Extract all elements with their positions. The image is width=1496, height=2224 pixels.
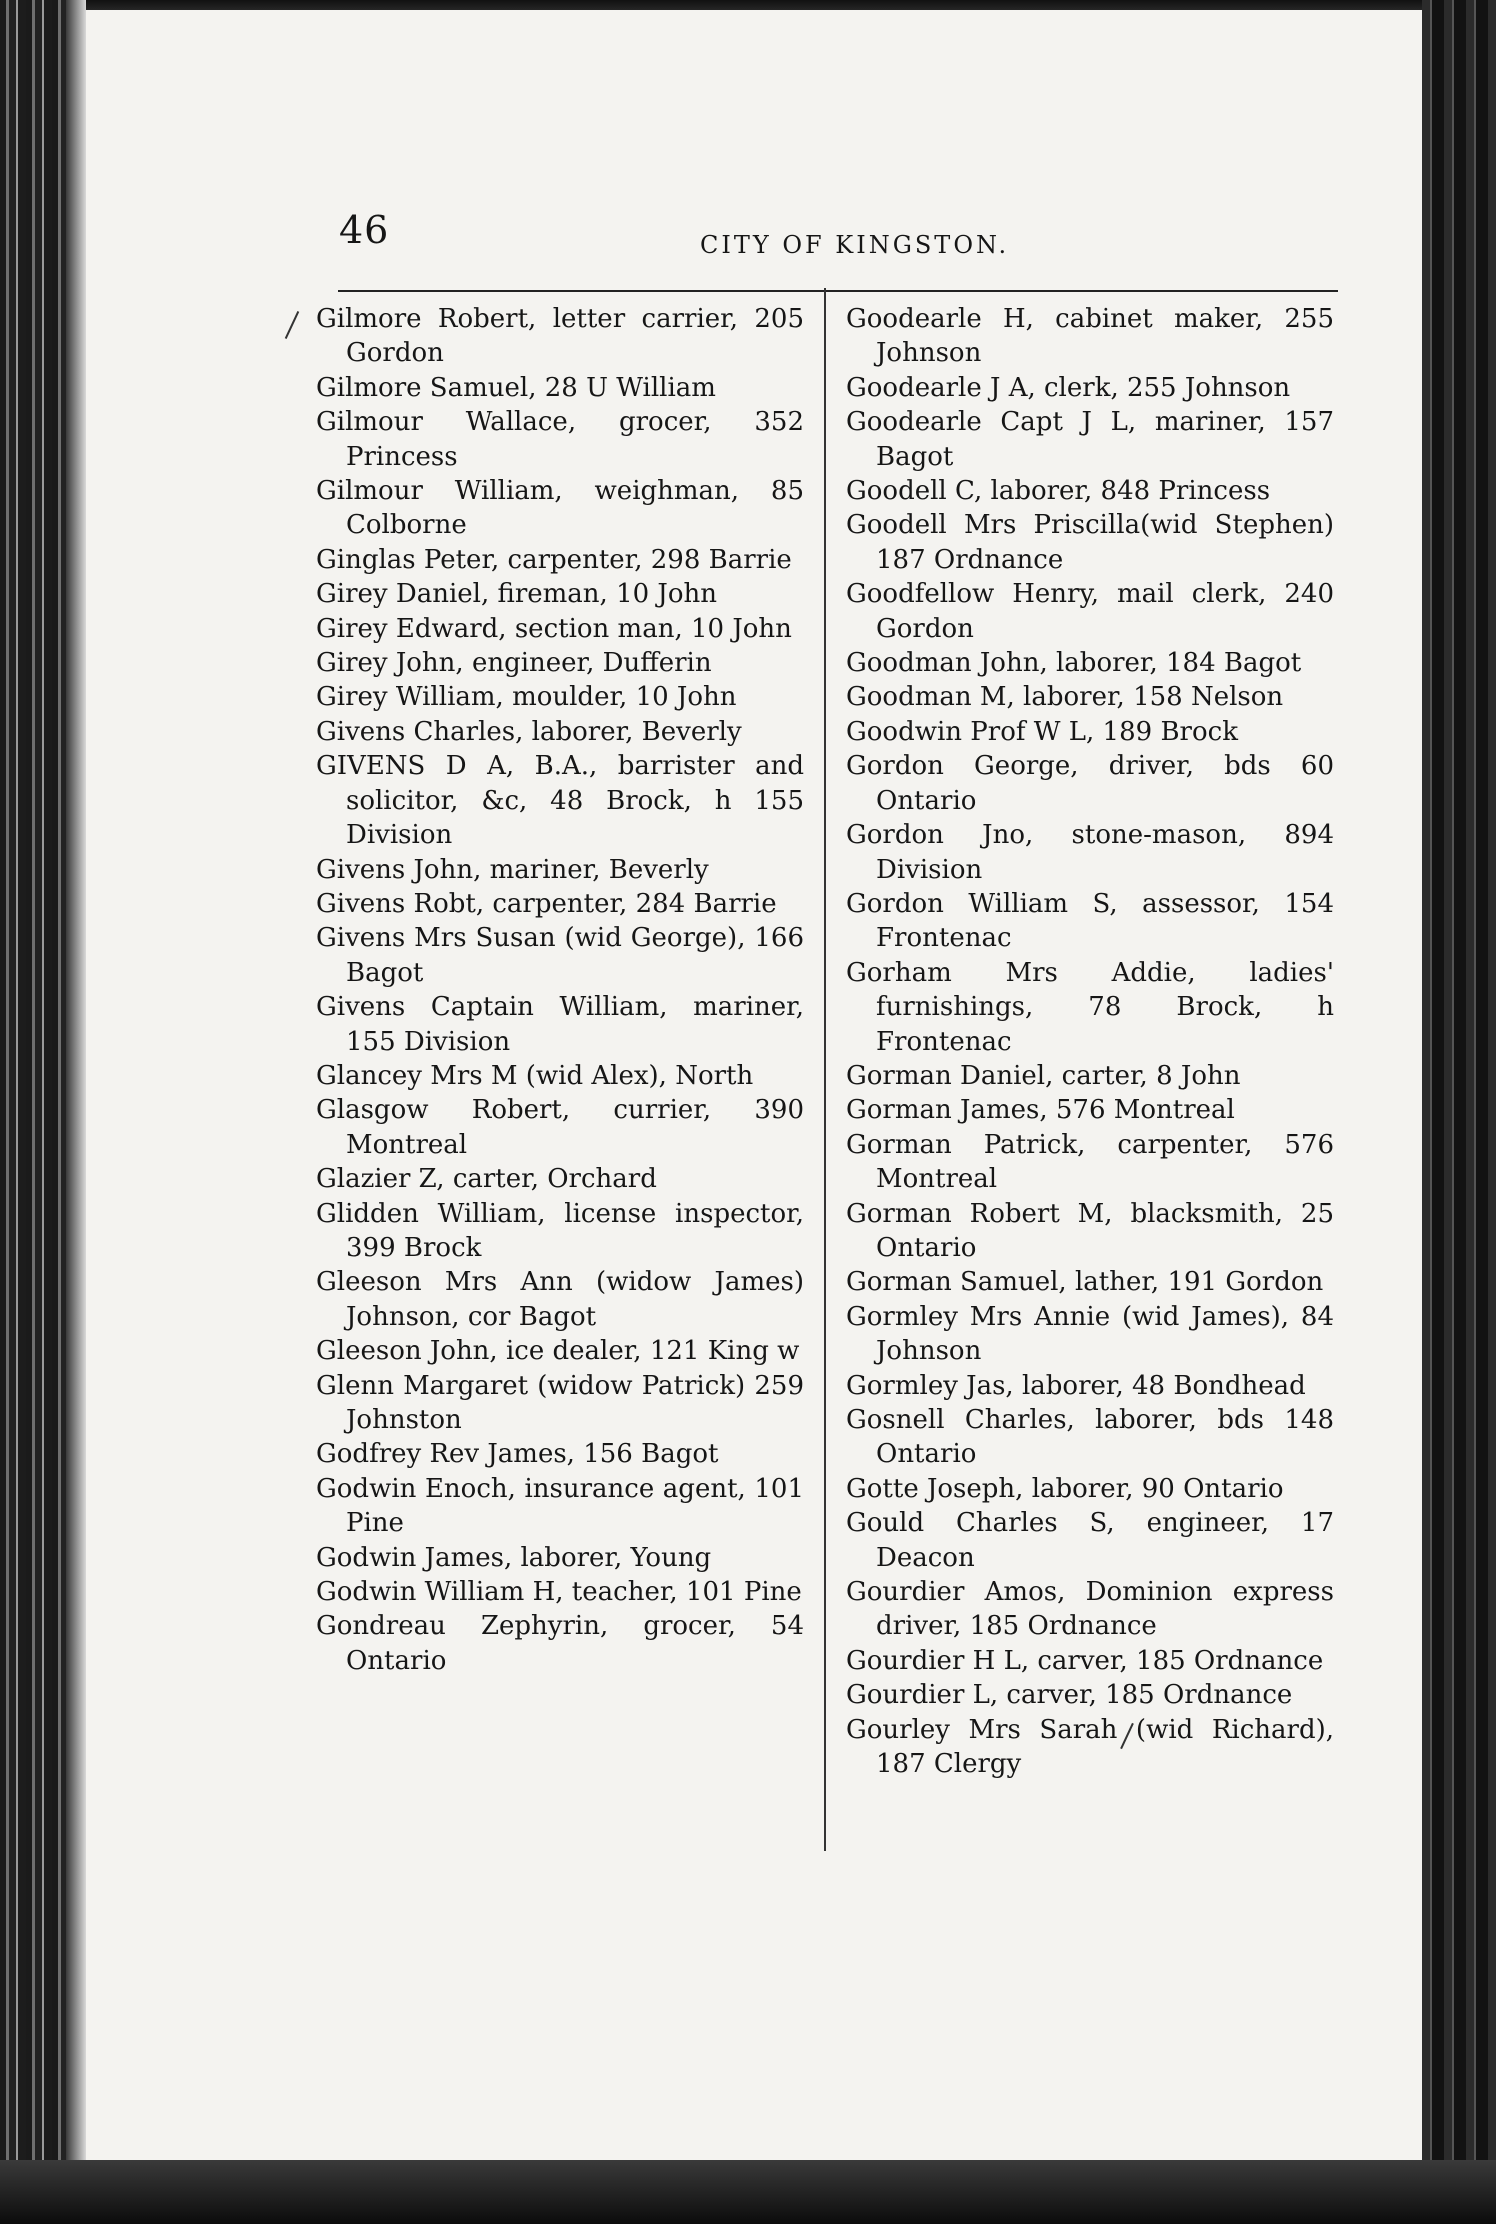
directory-entry: Givens Mrs Susan (wid George), 166 Bagot: [316, 923, 804, 988]
directory-entry: Goodman John, laborer, 184 Bagot: [846, 648, 1302, 679]
directory-entry: Gilmore Samuel, 28 U William: [316, 372, 716, 403]
directory-entry: Gordon Jno, stone-mason, 894 Division: [846, 820, 1334, 885]
scan-right-border: [1422, 0, 1496, 2224]
directory-entry: Girey John, engineer, Dufferin: [316, 648, 712, 679]
directory-entry: Gorham Mrs Addie, ladies' furnishings, 78 Brock, h Frontenac: [846, 957, 1334, 1057]
page-number: 46: [339, 208, 390, 252]
directory-entry: Gondreau Zephyrin, grocer, 54 Ontario: [316, 1611, 804, 1676]
directory-entry: Gleeson Mrs Ann (widow James) Johnson, cor Bagot: [316, 1267, 804, 1332]
directory-entry: Gourdier L, carver, 185 Ordnance: [846, 1680, 1293, 1711]
directory-entry: Gordon George, driver, bds 60 Ontario: [846, 751, 1334, 816]
directory-entry: Godwin William H, teacher, 101 Pine: [316, 1577, 802, 1608]
directory-entry: Goodman M, laborer, 158 Nelson: [846, 682, 1284, 713]
left-column: [316, 302, 804, 1678]
header-rule: [338, 290, 1338, 292]
directory-entry: Girey Daniel, fireman, 10 John: [316, 579, 717, 610]
directory-entry: Glancey Mrs M (wid Alex), North: [316, 1060, 754, 1091]
directory-entry: Gourdier Amos, Dominion express driver, 185 Ordnance: [846, 1577, 1334, 1642]
directory-entry: GIVENS D A, B.A., barrister and solicitor, &c, 48 Brock, h 155 Division: [316, 751, 804, 851]
directory-entry: Gould Charles S, engineer, 17 Deacon: [846, 1508, 1334, 1573]
scan-bottom-border: [0, 2160, 1496, 2224]
directory-entry: Givens Captain William, mariner, 155 Division: [316, 992, 804, 1057]
directory-entry: Gilmore Robert, letter carrier, 205 Gordon: [316, 304, 804, 369]
directory-entry: Glasgow Robert, currier, 390 Montreal: [316, 1095, 804, 1160]
directory-entry: Givens Charles, laborer, Beverly: [316, 716, 742, 747]
directory-entry: Givens Robt, carpenter, 284 Barrie: [316, 888, 777, 919]
directory-entry: Gleeson John, ice dealer, 121 King w: [316, 1336, 800, 1367]
column-divider: [824, 288, 826, 1851]
directory-entry: Godfrey Rev James, 156 Bagot: [316, 1439, 719, 1470]
directory-entry: Gorman Daniel, carter, 8 John: [846, 1060, 1241, 1091]
directory-entry: Gilmour Wallace, grocer, 352 Princess: [316, 407, 804, 472]
directory-entry: Gorman James, 576 Montreal: [846, 1095, 1235, 1126]
directory-entry: Gormley Jas, laborer, 48 Bondhead: [846, 1370, 1306, 1401]
directory-entry: Gordon William S, assessor, 154 Frontenac: [846, 888, 1334, 954]
directory-entry: Goodwin Prof W L, 189 Brock: [846, 716, 1238, 747]
right-column: [846, 302, 1334, 1781]
directory-entry: Godwin Enoch, insurance agent, 101 Pine: [316, 1473, 804, 1539]
directory-entry: Glazier Z, carter, Orchard: [316, 1164, 657, 1195]
directory-entry: Gourley Mrs Sarah (wid Richard), 187 Clergy: [846, 1714, 1334, 1780]
directory-entry: Gosnell Charles, laborer, bds 148 Ontario: [846, 1405, 1334, 1470]
directory-entry: Glidden William, license inspector, 399 Brock: [316, 1198, 804, 1263]
directory-entry: Givens John, mariner, Beverly: [316, 854, 709, 885]
directory-entry: Gorman Samuel, lather, 191 Gordon: [846, 1267, 1324, 1298]
book-spine-edge: [0, 0, 86, 2224]
directory-page: [86, 10, 1422, 2160]
directory-entry: Goodfellow Henry, mail clerk, 240 Gordon: [846, 579, 1334, 644]
directory-entry: Gotte Joseph, laborer, 90 Ontario: [846, 1473, 1284, 1504]
directory-entry: Gilmour William, weighman, 85 Colborne: [316, 476, 804, 541]
pencil-mark: [285, 311, 299, 339]
directory-entry: Girey Edward, section man, 10 John: [316, 613, 792, 644]
directory-entry: Glenn Margaret (widow Patrick) 259 Johnston: [316, 1370, 804, 1435]
directory-entry: Goodearle H, cabinet maker, 255 Johnson: [846, 304, 1334, 369]
directory-entry: Gourdier H L, carver, 185 Ordnance: [846, 1645, 1324, 1676]
directory-entry: Goodearle Capt J L, mariner, 157 Bagot: [846, 407, 1334, 472]
directory-entry: Gorman Patrick, carpenter, 576 Montreal: [846, 1129, 1334, 1195]
running-title: CITY OF KINGSTON.: [700, 231, 1010, 259]
directory-entry: Gormley Mrs Annie (wid James), 84 Johnson: [846, 1301, 1334, 1367]
directory-entry: Gorman Robert M, blacksmith, 25 Ontario: [846, 1198, 1334, 1263]
directory-entry: Girey William, moulder, 10 John: [316, 682, 737, 713]
directory-entry: Goodell Mrs Priscilla(wid Stephen) 187 Ordnance: [846, 510, 1334, 575]
directory-entry: Goodell C, laborer, 848 Princess: [846, 476, 1271, 507]
directory-entry: Godwin James, laborer, Young: [316, 1542, 712, 1573]
directory-entry: Goodearle J A, clerk, 255 Johnson: [846, 372, 1291, 403]
directory-entry: Ginglas Peter, carpenter, 298 Barrie: [316, 544, 792, 575]
